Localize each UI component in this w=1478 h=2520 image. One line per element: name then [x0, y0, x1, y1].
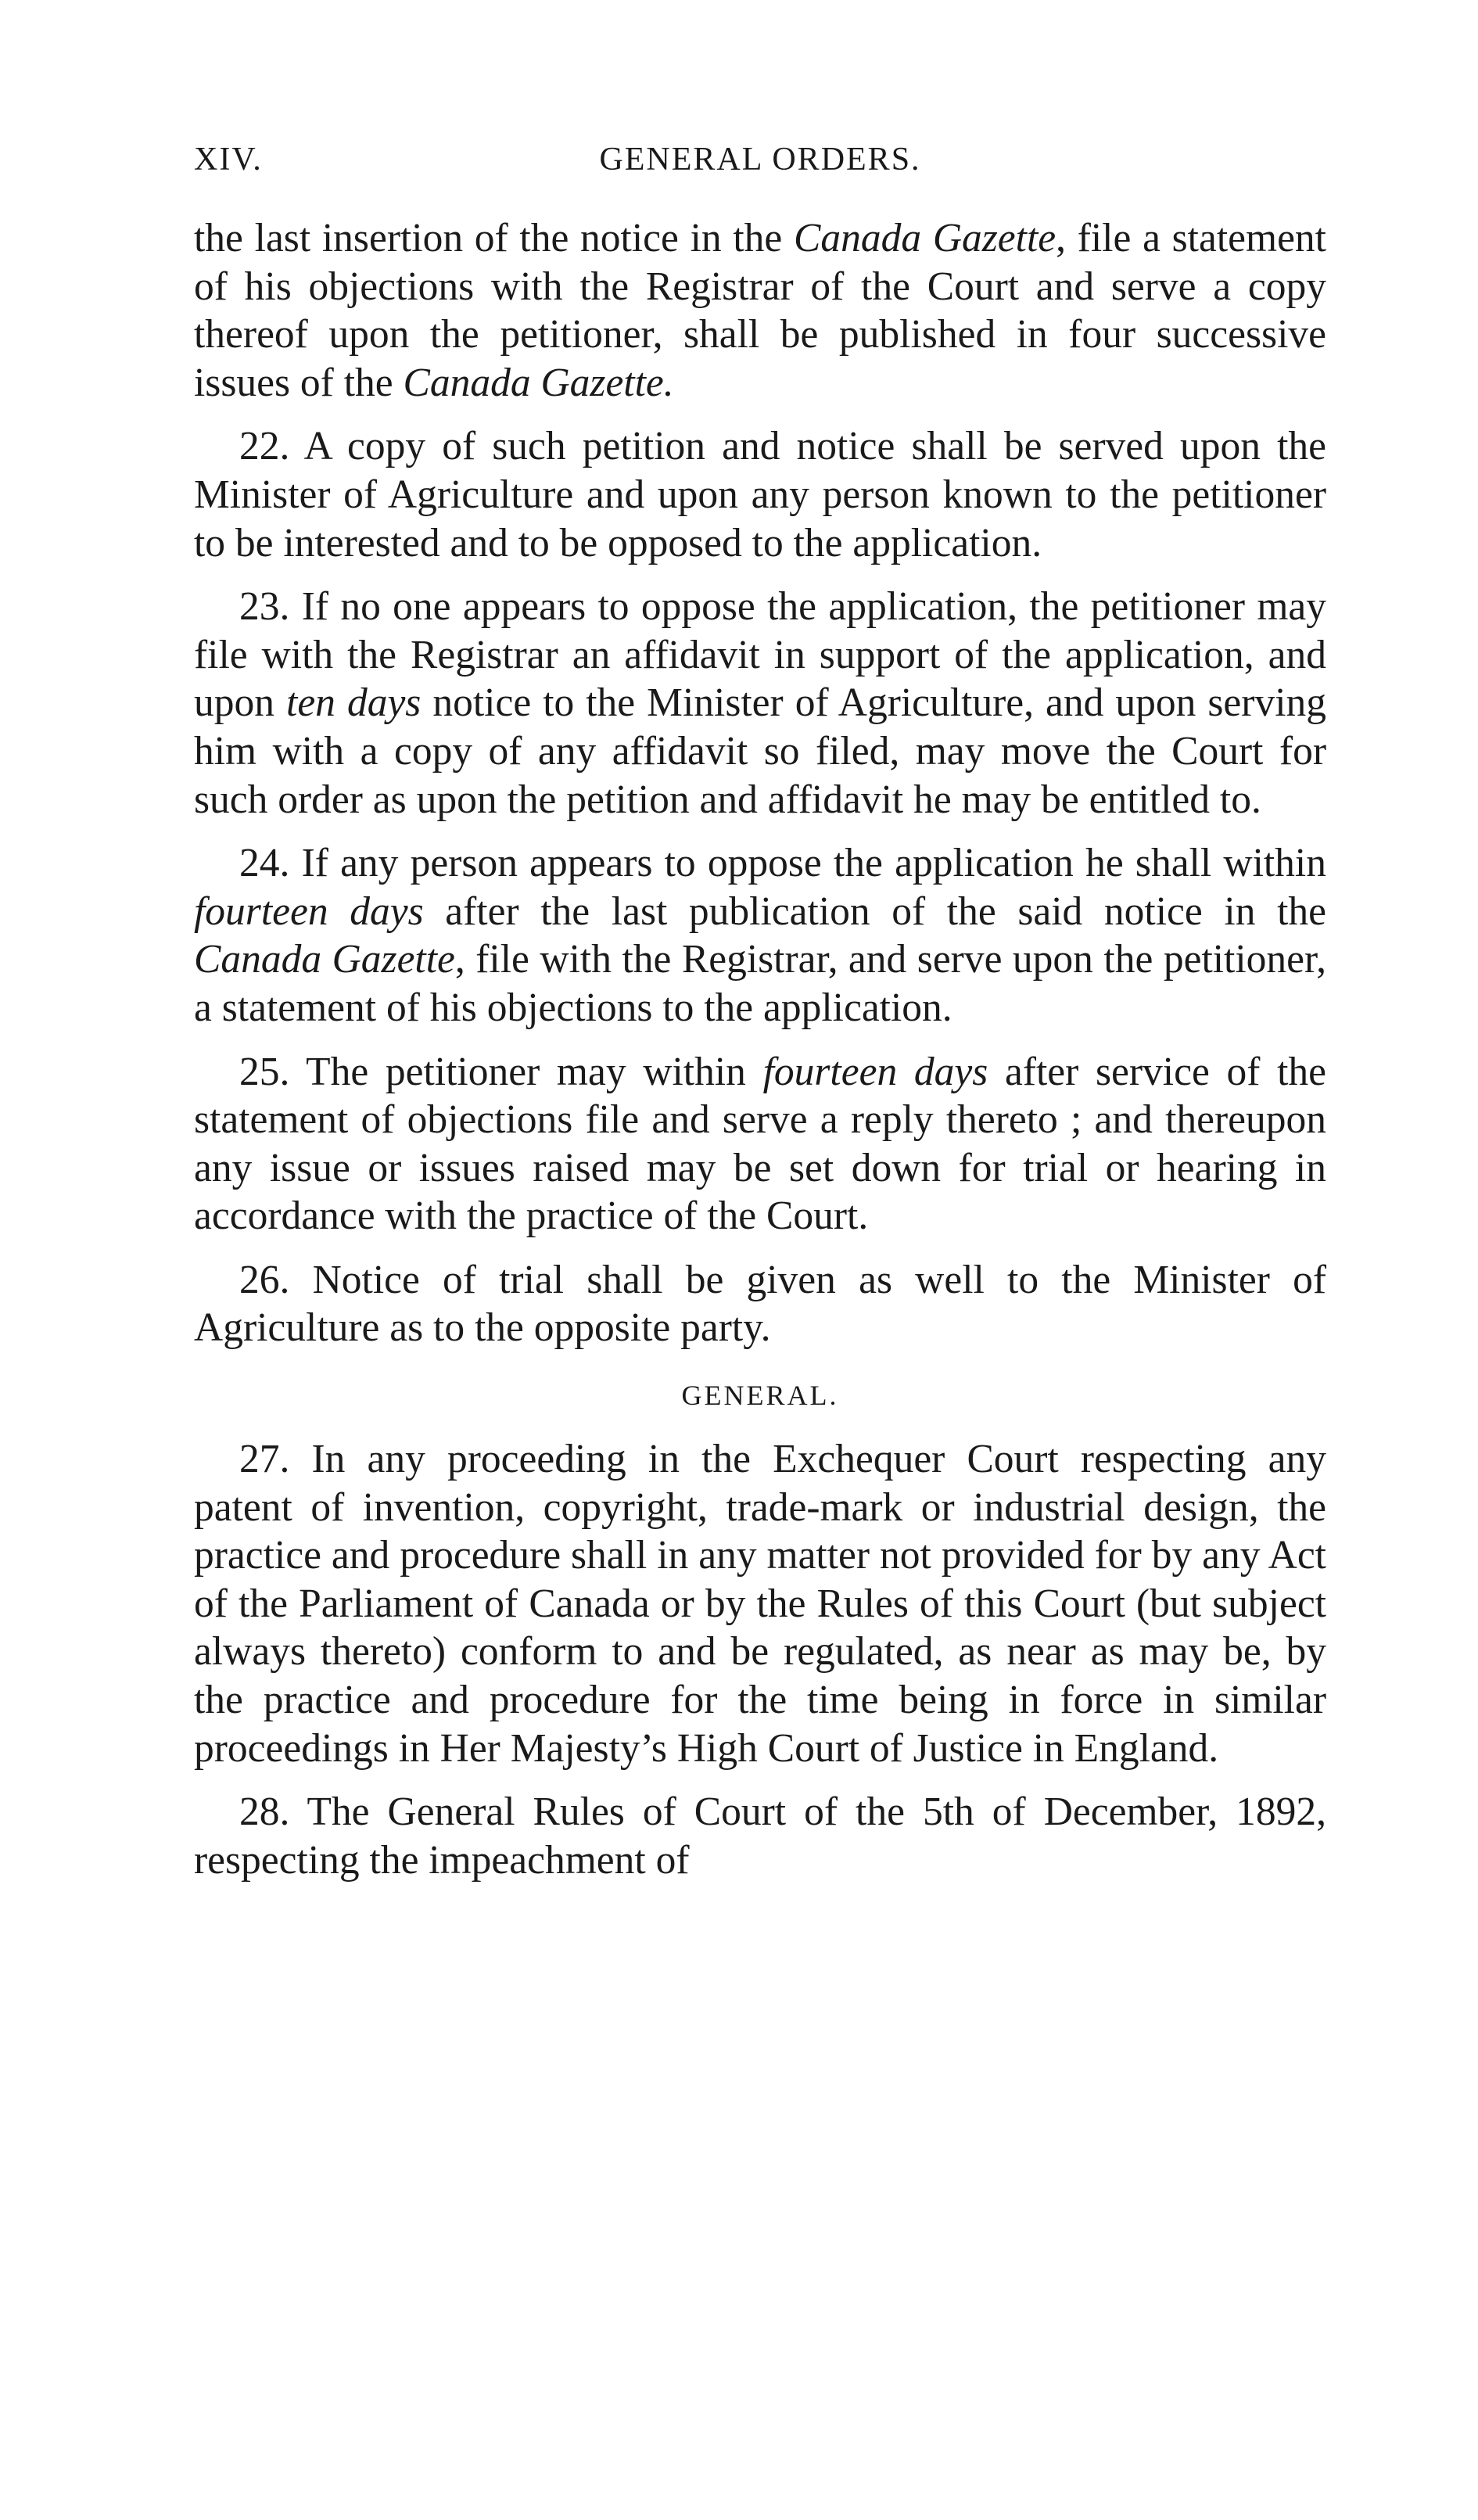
section-heading-general: GENERAL. [681, 1380, 839, 1412]
running-header [194, 141, 1326, 211]
document-page [194, 141, 1326, 1900]
paragraph-27: 27. In any proceeding in the Exchequer Court respecting any patent of invention, copyright, trade-mark or industrial design, the practice and procedure shall in any matter not provided for by any Act of the Parliament of Canada or by the Rules of this Court (but subject always thereto) conform to and be regulated, as near as may be, by the practice and procedure for the time being in force in similar proceedings in Her Majesty’s High Court of Justice in England. [194, 1437, 1326, 1771]
paragraph-continuation: the last insertion of the notice in the Canada Gazette, file a statement of his objections with the Registrar of the Court and serve a copy thereof upon the petitioner, shall be published in four successive issues of the Canada Gazette. [194, 216, 1326, 405]
page-folio: XIV. [194, 142, 263, 178]
paragraph-25: 25. The petitioner may within fourteen days after service of the statement of objections file and serve a reply thereto ; and thereupon any issue or issues raised may be set down for trial or hearing in accordance with the practice of the Court. [194, 1049, 1326, 1239]
paragraph-23: 23. If no one appears to oppose the application, the petitioner may file with the Registrar an affidavit in support of the application, and upon ten days notice to the Minister of Agriculture, and upon serving him with a copy of any affidavit so filed, may move the Court for such order as upon the petition and affidavit he may be entitled to. [194, 584, 1327, 822]
paragraph-22: 22. A copy of such petition and notice shall be served upon the Minister of Agriculture and upon any person known to the petitioner to be interested and to be opposed to the application. [194, 424, 1326, 565]
paragraph-26: 26. Notice of trial shall be given as well to the Minister of Agriculture as to the opposite party. [194, 1257, 1326, 1351]
paragraph-28: 28. The General Rules of Court of the 5th of December, 1892, respecting the impeachment of [194, 1789, 1326, 1883]
running-title: GENERAL ORDERS. [599, 142, 921, 178]
paragraph-24: 24. If any person appears to oppose the application he shall within fourteen days after the last publication of the said notice in the Canada Gazette, file with the Registrar, and serve upon the petitioner, a statement of his objections to the application. [194, 841, 1326, 1030]
